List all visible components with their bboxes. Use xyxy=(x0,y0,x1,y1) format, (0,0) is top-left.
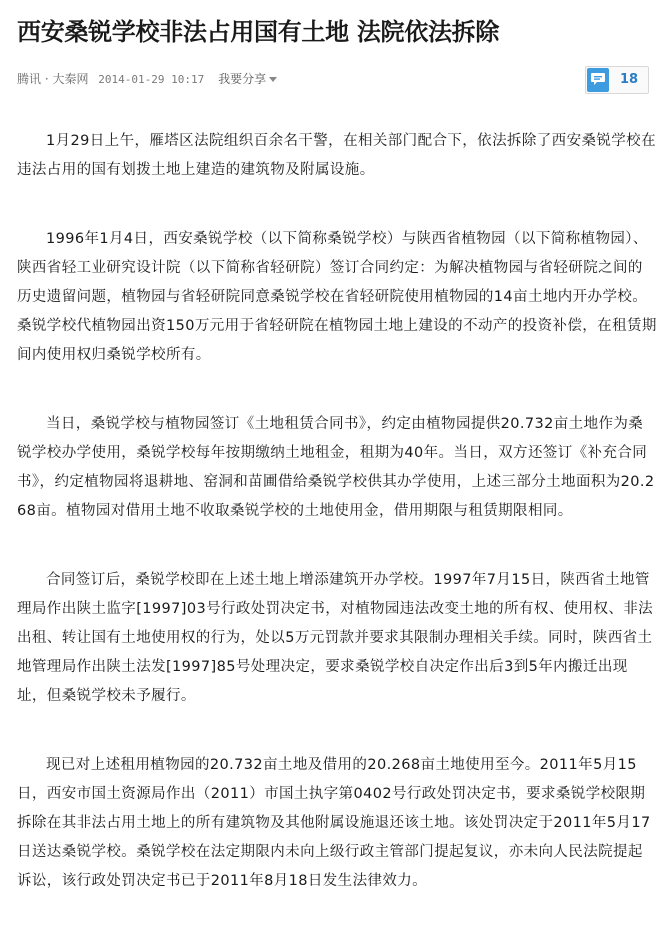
share-label: 我要分享 xyxy=(218,72,267,86)
caret-down-icon xyxy=(269,77,277,82)
paragraph: 合同签订后，桑锐学校即在上述土地上增添建筑开办学校。1997年7月15日，陕西省土地管理局作出陕土监字[1997]03号行政处罚决定书，对植物园违法改变土地的所有权、使用权、非法出租、转让国有土地使用权的行为，处以5万元罚款并要求其限制办理相关手续。同时，陕西省土地管理局作出陕土法发[1997]85号处理决定，要求桑锐学校自决定作出后3到5年内搬迁出现址，但桑锐学校未予履行。 xyxy=(17,572,654,704)
comment-bubble-icon xyxy=(587,68,609,92)
article-body xyxy=(17,127,657,936)
article-source: 腾讯 · 大秦网 xyxy=(17,72,89,86)
comment-count: 18 xyxy=(619,72,639,87)
article-title: 西安桑锐学校非法占用国有土地 法院依法拆除 xyxy=(17,18,500,46)
paragraph: 1996年1月4日，西安桑锐学校（以下简称桑锐学校）与陕西省植物园（以下简称植物园）、陕西省轻工业研究设计院（以下简称省轻研院）签订合同约定：为解决植物园与省轻研院之间的历史遗留问题，植物园与省轻研院同意桑锐学校在省轻研院使用植物园的14亩土地内开办学校。桑锐学校代植物园出资150万元用于省轻研院在植物园土地上建设的不动产的投资补偿，在租赁期间内使用权归桑锐学校所有。 xyxy=(17,231,657,363)
share-button[interactable] xyxy=(218,72,277,86)
article-date: 2014-01-29 10:17 xyxy=(98,73,205,86)
paragraph: 当日，桑锐学校与植物园签订《土地租赁合同书》，约定由植物园提供20.732亩土地作为桑锐学校办学使用，桑锐学校每年按期缴纳土地租金，租期为40年。当日，双方还签订《补充合同书》，约定植物园将退耕地、窑洞和苗圃借给桑锐学校供其办学使用，上述三部分土地面积为20.268亩。植物园对借用土地不收取桑锐学校的土地使用金，借用期限与租赁期限相同。 xyxy=(17,416,655,519)
paragraph: 现已对上述租用植物园的20.732亩土地及借用的20.268亩土地使用至今。2011年5月15日，西安市国土资源局作出（2011）市国土执字第0402号行政处罚决定书，要求桑锐学校限期拆除在其非法占用土地上的所有建筑物及其他附属设施退还该土地。该处罚决定于2011年5月17日送达桑锐学校。桑锐学校在法定期限内未向上级行政主管部门提起复议，亦未向人民法院提起诉讼，该行政处罚决定书已于2011年8月18日发生法律效力。 xyxy=(17,757,651,889)
comment-count-button[interactable] xyxy=(585,66,649,94)
article-meta xyxy=(17,67,655,95)
paragraph: 1月29日上午，雁塔区法院组织百余名干警，在相关部门配合下，依法拆除了西安桑锐学校在违法占用的国有划拨土地上建造的建筑物及附属设施。 xyxy=(17,133,656,178)
